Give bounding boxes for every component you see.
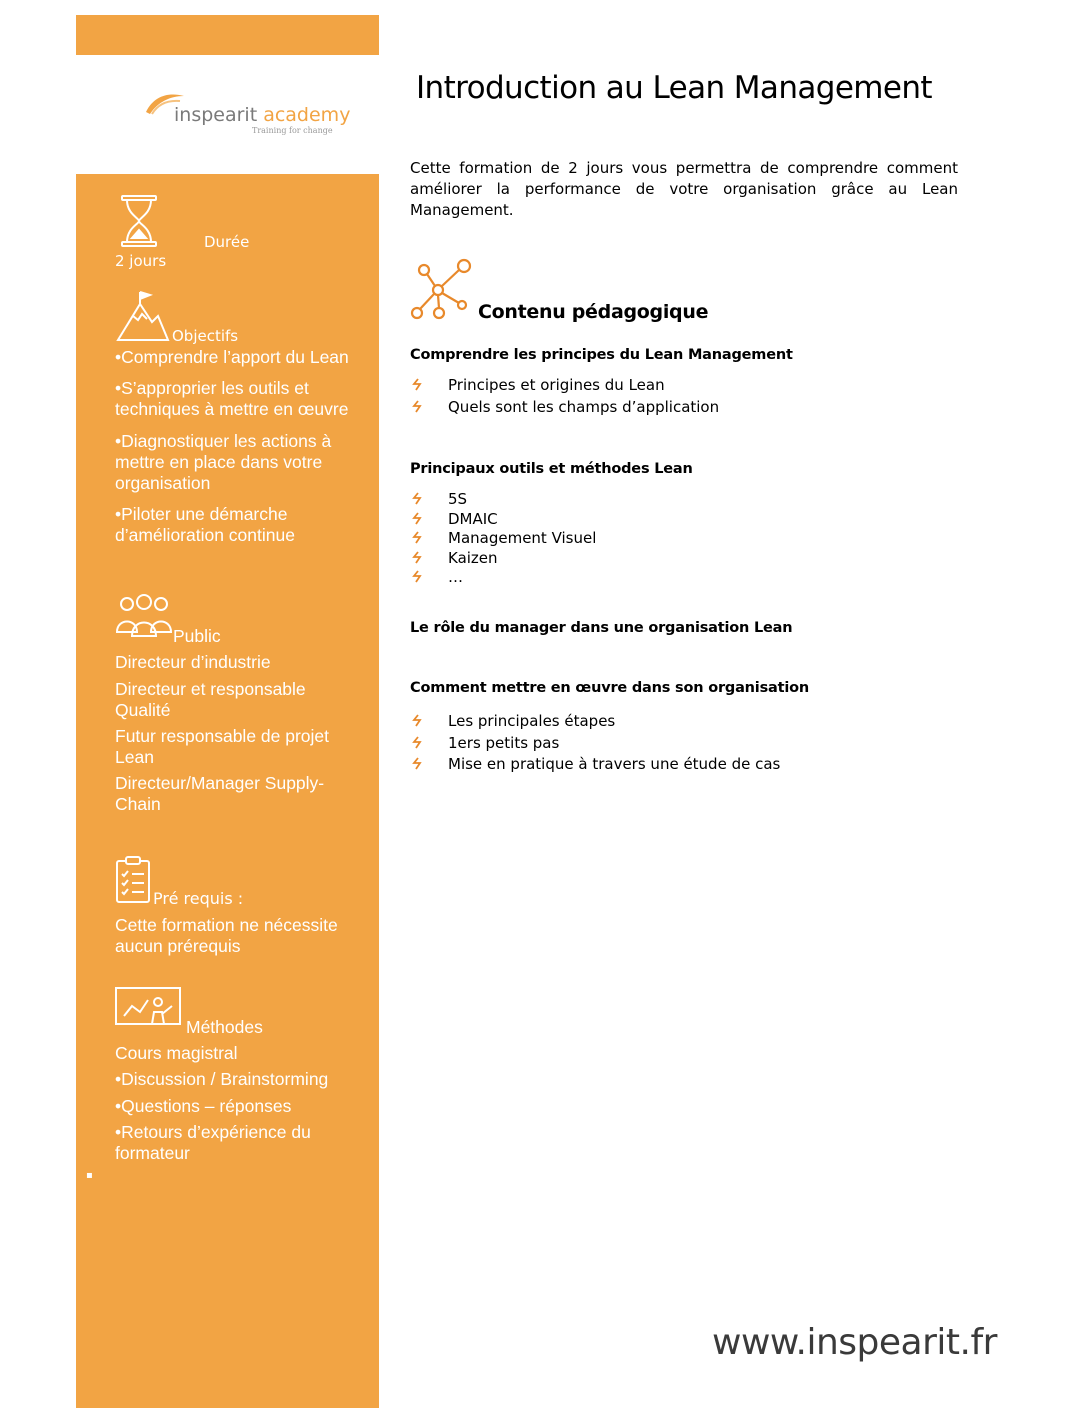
arrow-bullet-icon: [412, 492, 422, 510]
list-item: Principes et origines du Lean: [448, 376, 719, 398]
list-item: Mise en pratique à travers une étude de cas: [448, 755, 780, 777]
presentation-board-icon: [114, 986, 184, 1030]
list-item: Les principales étapes: [448, 712, 780, 734]
intro-paragraph: Cette formation de 2 jours vous permettra de comprendre comment améliorer la performance de votre organisation grâce au Lean Management.: [410, 159, 958, 219]
public-item: Directeur/Manager Supply-Chain: [115, 773, 325, 814]
top-accent-bar: [76, 15, 379, 55]
section-title: Le rôle du manager dans une organisation Lean: [410, 620, 793, 636]
hourglass-icon: [118, 194, 160, 248]
arrow-bullet-icon: [412, 714, 422, 732]
methode-item: •Discussion / Brainstorming: [115, 1069, 329, 1089]
checklist-icon: [114, 856, 152, 904]
brand-logo: [144, 88, 354, 138]
public-item: Futur responsable de projet Lean: [115, 726, 330, 767]
arrow-bullet-icon: [412, 736, 422, 754]
list-item: …: [448, 568, 596, 588]
list-item: 1ers petits pas: [448, 734, 780, 756]
trailing-bullet: ▪: [86, 1170, 93, 1181]
content-heading: Contenu pédagogique: [478, 301, 709, 323]
objectifs-heading: Objectifs: [172, 327, 239, 345]
section-list: [448, 712, 780, 777]
objectif-item: •Comprendre l’apport du Lean: [115, 347, 349, 367]
logo-wordmark: inspearit academy: [174, 104, 351, 126]
people-icon: [114, 592, 174, 640]
duree-heading: Durée: [204, 233, 250, 251]
page-title: Introduction au Lean Management: [416, 70, 932, 106]
methode-item: Cours magistral: [115, 1043, 238, 1063]
arrow-bullet-icon: [412, 400, 422, 418]
arrow-bullet-icon: [412, 757, 422, 775]
footer-url-link[interactable]: www.inspearit.fr: [712, 1322, 997, 1363]
list-item: DMAIC: [448, 510, 596, 530]
arrow-bullet-icon: [412, 570, 422, 588]
logo-tagline: Training for change: [252, 126, 333, 135]
arrow-bullet-icon: [412, 512, 422, 530]
section-list: [448, 376, 719, 420]
section-title: Comment mettre en œuvre dans son organisation: [410, 680, 809, 696]
public-heading: Public: [173, 626, 221, 646]
duree-value: 2 jours: [115, 252, 167, 270]
section-list: [448, 490, 596, 588]
list-item: Quels sont les champs d’application: [448, 398, 719, 420]
network-icon: [410, 258, 474, 320]
mountain-flag-icon: [116, 290, 170, 342]
arrow-bullet-icon: [412, 531, 422, 549]
methode-item: •Retours d’expérience du formateur: [115, 1122, 311, 1163]
list-item: Kaizen: [448, 549, 596, 569]
list-item: Management Visuel: [448, 529, 596, 549]
section-title: Principaux outils et méthodes Lean: [410, 461, 693, 477]
methodes-heading: Méthodes: [186, 1017, 263, 1037]
section-title: Comprendre les principes du Lean Management: [410, 347, 793, 363]
objectif-item: •Diagnostiquer les actions à mettre en place dans votre organisation: [115, 431, 332, 493]
arrow-bullet-icon: [412, 551, 422, 569]
arrow-bullet-icon: [412, 378, 422, 396]
objectif-item: •Piloter une démarche d’amélioration continue: [115, 504, 295, 545]
methode-item: •Questions – réponses: [115, 1096, 292, 1116]
list-item: 5S: [448, 490, 596, 510]
public-item: Directeur d’industrie: [115, 652, 271, 672]
public-item: Directeur et responsable Qualité: [115, 679, 306, 720]
prerequis-text: Cette formation ne nécessite aucun prérequis: [115, 915, 338, 956]
objectif-item: •S’approprier les outils et techniques à mettre en œuvre: [115, 378, 349, 419]
prerequis-heading: Pré requis :: [153, 889, 244, 908]
